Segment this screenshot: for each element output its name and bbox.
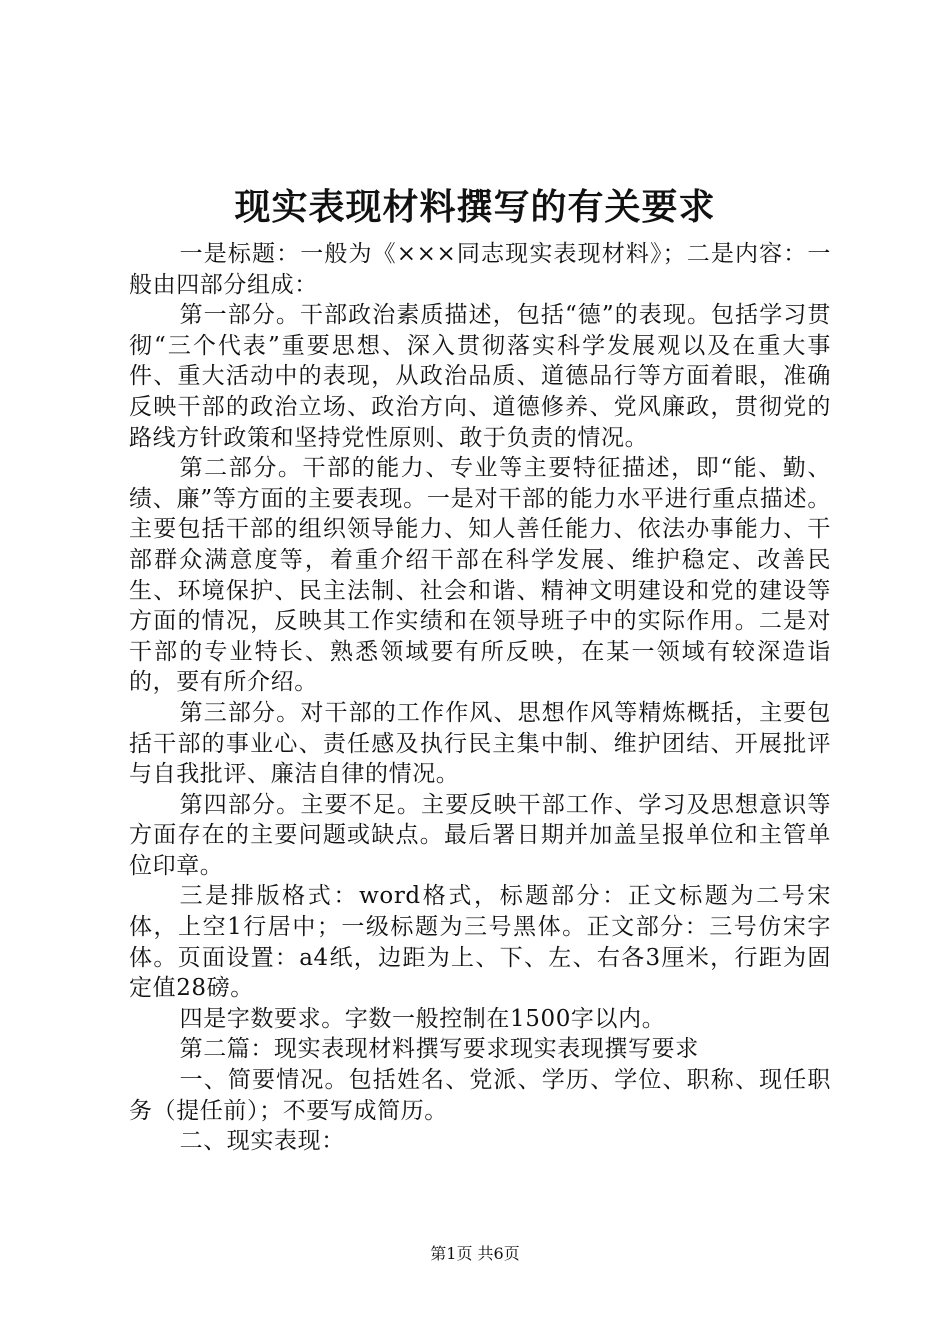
paragraph-actual-performance: 二、现实表现：: [179, 1128, 345, 1155]
paragraph-word-count: 四是字数要求。字数一般控制在1500字以内。: [179, 1005, 666, 1032]
paragraph-format-requirements: 三是排版格式：word格式，标题部分：正文标题为二号宋体，上空1行居中；一级标题为三号黑体。正文部分：三号仿宋字体。页面设置：a4纸，边距为上、下、左、右各3厘米，行距为固定值28磅。: [129, 883, 831, 1002]
paragraph-part-two: 第二部分。干部的能力、专业等主要特征描述，即“能、勤、绩、廉”等方面的主要表现。一是对干部的能力水平进行重点描述。主要包括干部的组织领导能力、知人善任能力、依法办事能力、干部群众满意度等，着重介绍干部在科学发展、维护稳定、改善民生、环境保护、民主法制、社会和谐、精神文明建设和党的建设等方面的情况，反映其工作实绩和在领导班子中的实际作用。二是对干部的专业特长、熟悉领域要有所反映，在某一领域有较深造诣的，要有所介绍。: [129, 455, 831, 696]
paragraph-part-three: 第三部分。对干部的工作作风、思想作风等精炼概括，主要包括干部的事业心、责任感及执行民主集中制、维护团结、开展批评与自我批评、廉洁自律的情况。: [129, 699, 831, 788]
document-body: [129, 239, 831, 1157]
paragraph-brief-situation: 一、简要情况。包括姓名、党派、学历、学位、职称、现任职务（提任前）；不要写成简历。: [129, 1067, 831, 1124]
paragraph-part-four: 第四部分。主要不足。主要反映干部工作、学习及思想意识等方面存在的主要问题或缺点。最后署日期并加盖呈报单位和主管单位印章。: [129, 791, 831, 879]
paragraph-title-and-content-intro: 一是标题：一般为《×××同志现实表现材料》；二是内容：一般由四部分组成：: [129, 241, 831, 298]
paragraph-part-one: 第一部分。干部政治素质描述，包括“德”的表现。包括学习贯彻“三个代表”重要思想、深入贯彻落实科学发展观以及在重大事件、重大活动中的表现，从政治品质、道德品行等方面着眼，准确反映干部的政治立场、政治方向、道德修养、党风廉政，贯彻党的路线方针政策和坚持党性原则、敢于负责的情况。: [129, 302, 831, 451]
document-title: 现实表现材料撰写的有关要求: [234, 186, 716, 228]
page-footer: 第1页 共6页: [430, 1244, 520, 1263]
paragraph-second-article-title: 第二篇：现实表现材料撰写要求现实表现撰写要求: [179, 1036, 699, 1063]
